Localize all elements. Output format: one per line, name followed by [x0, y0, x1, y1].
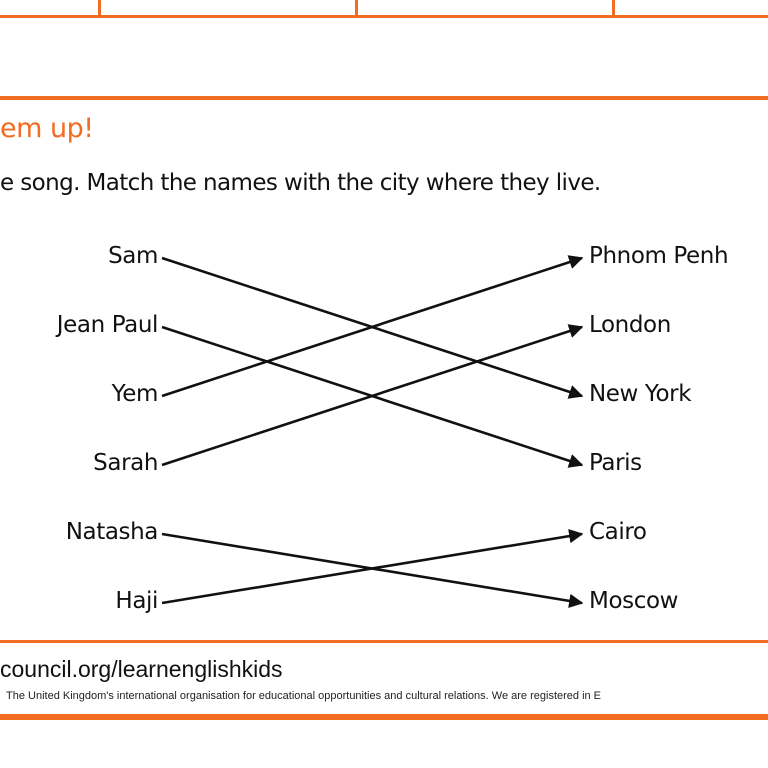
name-label: Haji [115, 588, 158, 614]
footer-note: The United Kingdom's international organisation for educational opportunities and cultural relations. We are registered in E [6, 690, 602, 702]
city-label: Cairo [589, 519, 647, 545]
match-arrow [162, 534, 582, 603]
name-label: Jean Paul [56, 312, 158, 338]
table-cell-divider [612, 0, 615, 18]
exercise-instruction: e song. Match the names with the city where they live. [0, 170, 601, 196]
exercise-heading: em up! [0, 113, 94, 144]
table-cell-divider [355, 0, 358, 18]
city-label: Moscow [589, 588, 679, 614]
match-arrow [162, 258, 582, 396]
table-cell-divider [98, 0, 101, 18]
match-arrow [162, 534, 582, 603]
match-arrow [162, 258, 582, 396]
footer-rule [0, 714, 768, 720]
name-label: Sarah [93, 450, 158, 476]
city-label: Phnom Penh [589, 243, 729, 269]
match-arrow [162, 327, 582, 465]
table-bottom-edge [0, 0, 768, 18]
name-label: Natasha [65, 519, 158, 545]
match-arrow [162, 327, 582, 465]
city-label: London [589, 312, 671, 338]
section-divider-top [0, 96, 768, 100]
city-label: Paris [589, 450, 642, 476]
footer-url[interactable]: council.org/learnenglishkids [0, 656, 283, 682]
section-divider-bottom [0, 640, 768, 643]
name-label: Yem [111, 381, 158, 407]
city-label: New York [589, 381, 692, 407]
name-label: Sam [108, 243, 158, 269]
